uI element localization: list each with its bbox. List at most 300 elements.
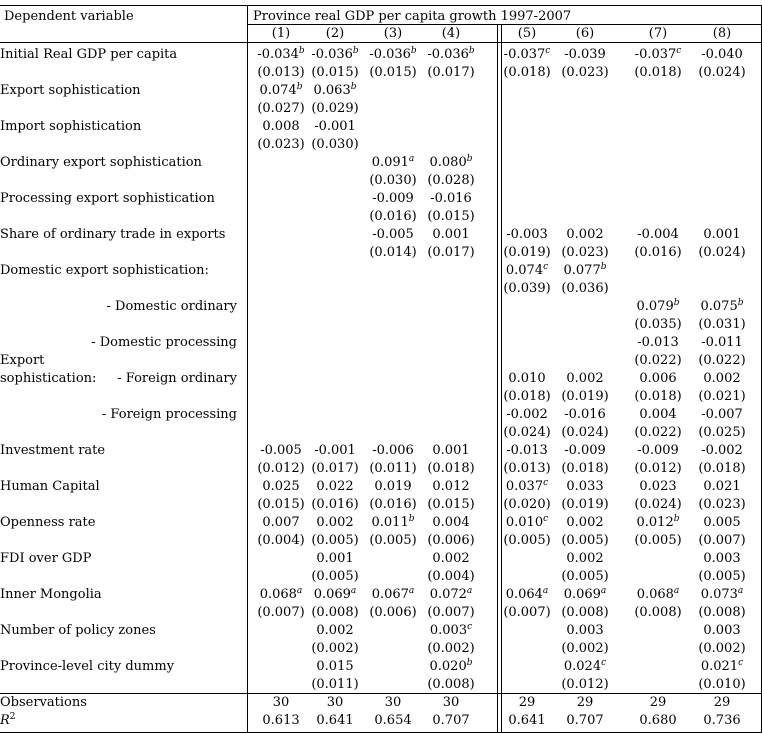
standard-error-cell bbox=[311, 569, 358, 585]
column-header-8 bbox=[713, 26, 731, 42]
column-header-7 bbox=[649, 26, 667, 42]
coefficient-cell-value: -0.002 bbox=[506, 407, 548, 422]
standard-error-cell bbox=[427, 677, 474, 693]
coefficient-cell-value: 0.079 bbox=[636, 299, 674, 314]
standard-error-cell-value: (0.023) bbox=[698, 497, 746, 512]
row-label-value: Number of policy zones bbox=[0, 623, 156, 638]
coefficient-cell bbox=[637, 299, 680, 315]
coefficient-cell-value: 0.005 bbox=[703, 515, 741, 530]
standard-error-cell-value: (0.010) bbox=[698, 677, 746, 692]
coefficient-cell-value: 0.002 bbox=[566, 371, 604, 386]
row-label bbox=[0, 119, 141, 135]
coefficient-cell-value: 0.037 bbox=[505, 479, 544, 494]
coefficient-cell bbox=[506, 515, 548, 531]
header-bottom-rule bbox=[0, 42, 762, 43]
coefficient-cell bbox=[432, 227, 469, 243]
standard-error-cell bbox=[503, 605, 550, 621]
standard-error-cell-value: (0.039) bbox=[503, 281, 551, 296]
r-squared-cell bbox=[703, 713, 740, 729]
coefficient-cell-significance: c bbox=[543, 262, 549, 272]
coefficient-cell-value: 0.075 bbox=[700, 299, 738, 314]
standard-error-cell-value: (0.008) bbox=[561, 605, 609, 620]
coefficient-cell-significance: a bbox=[408, 586, 415, 596]
coefficient-cell bbox=[701, 47, 743, 63]
observations-cell bbox=[519, 695, 536, 711]
coefficient-cell bbox=[374, 479, 411, 495]
coefficient-cell-value: 0.001 bbox=[316, 551, 354, 566]
coefficient-cell bbox=[703, 623, 740, 639]
coefficient-cell-value: -0.005 bbox=[260, 443, 302, 458]
standard-error-cell-value: (0.002) bbox=[311, 641, 359, 656]
coefficient-cell bbox=[430, 623, 472, 639]
coefficient-cell bbox=[427, 47, 474, 63]
standard-error-cell bbox=[561, 533, 608, 549]
coefficient-cell-value: -0.036 bbox=[369, 47, 411, 62]
r-squared-label-value: R bbox=[0, 713, 10, 728]
standard-error-cell bbox=[561, 389, 608, 405]
coefficient-cell-significance: b bbox=[466, 154, 473, 164]
row-label bbox=[0, 83, 141, 99]
standard-error-cell-value: (0.015) bbox=[311, 65, 359, 80]
standard-error-cell bbox=[561, 281, 608, 297]
standard-error-cell bbox=[257, 101, 304, 117]
column-header-4-value: (4) bbox=[441, 26, 461, 41]
standard-error-cell bbox=[634, 389, 681, 405]
column-header-6 bbox=[576, 26, 594, 42]
coefficient-cell bbox=[260, 443, 302, 459]
standard-error-cell-value: (0.005) bbox=[561, 533, 609, 548]
row-label bbox=[0, 227, 225, 243]
observations-cell-value: 30 bbox=[272, 695, 290, 710]
standard-error-cell-value: (0.005) bbox=[561, 569, 609, 584]
coefficient-cell bbox=[372, 191, 414, 207]
row-label-value: Province-level city dummy bbox=[0, 659, 175, 674]
coefficient-cell-value: 0.011 bbox=[371, 515, 409, 530]
coefficient-cell bbox=[564, 443, 606, 459]
r-squared-cell-value: 0.641 bbox=[316, 713, 354, 728]
standard-error-cell-value: (0.005) bbox=[311, 569, 359, 584]
row-label-value: - Domestic processing bbox=[91, 335, 237, 350]
row-label-value: - Domestic ordinary bbox=[106, 299, 237, 314]
row-label-value: Import sophistication bbox=[0, 119, 142, 134]
standard-error-cell bbox=[503, 461, 550, 477]
standard-error-cell bbox=[427, 497, 474, 513]
column-header-3 bbox=[384, 26, 402, 42]
coefficient-cell-value: 0.006 bbox=[639, 371, 677, 386]
coefficient-cell bbox=[703, 227, 740, 243]
coefficient-cell-value: -0.013 bbox=[637, 335, 679, 350]
coefficient-cell-value: 0.069 bbox=[563, 587, 601, 602]
coefficient-cell-value: -0.001 bbox=[314, 443, 356, 458]
coefficient-cell bbox=[564, 407, 606, 423]
standard-error-cell bbox=[311, 605, 358, 621]
row-label bbox=[0, 479, 100, 495]
standard-error-cell-value: (0.030) bbox=[369, 173, 417, 188]
r-squared-cell bbox=[508, 713, 545, 729]
coefficient-cell-significance: a bbox=[296, 586, 303, 596]
coefficient-cell bbox=[637, 587, 680, 603]
standard-error-cell bbox=[427, 605, 474, 621]
standard-error-cell bbox=[257, 65, 304, 81]
r-squared-cell-value: 0.641 bbox=[508, 713, 546, 728]
coefficient-cell bbox=[566, 623, 603, 639]
coefficient-cell-significance: b bbox=[468, 46, 475, 56]
coefficient-cell bbox=[372, 587, 415, 603]
standard-error-cell bbox=[257, 533, 304, 549]
standard-error-cell-value: (0.036) bbox=[561, 281, 609, 296]
coefficient-cell-value: -0.016 bbox=[564, 407, 606, 422]
r-squared-cell bbox=[639, 713, 676, 729]
column-header-6-value: (6) bbox=[575, 26, 595, 41]
r-squared-cell-value: 0.736 bbox=[703, 713, 741, 728]
coefficient-cell bbox=[372, 515, 415, 531]
observations-cell bbox=[443, 695, 460, 711]
standard-error-cell bbox=[634, 497, 681, 513]
standard-error-cell-value: (0.017) bbox=[311, 461, 359, 476]
standard-error-cell-value: (0.017) bbox=[427, 65, 475, 80]
coefficient-cell-significance: c bbox=[738, 658, 744, 668]
standard-error-cell-value: (0.024) bbox=[503, 425, 551, 440]
coefficient-cell bbox=[508, 371, 545, 387]
coefficient-cell-value: -0.011 bbox=[701, 335, 743, 350]
coefficient-cell bbox=[701, 587, 744, 603]
standard-error-cell bbox=[634, 245, 681, 261]
coefficient-cell-value: -0.036 bbox=[427, 47, 469, 62]
standard-error-cell-value: (0.021) bbox=[698, 389, 746, 404]
side-group-label-line1 bbox=[0, 353, 44, 369]
coefficient-cell bbox=[566, 515, 603, 531]
standard-error-cell-value: (0.002) bbox=[561, 641, 609, 656]
observations-cell bbox=[385, 695, 402, 711]
standard-error-cell-value: (0.007) bbox=[427, 605, 475, 620]
standard-error-cell-value: (0.020) bbox=[503, 497, 551, 512]
standard-error-cell bbox=[698, 317, 745, 333]
standard-error-cell-value: (0.031) bbox=[698, 317, 746, 332]
standard-error-cell bbox=[698, 389, 745, 405]
label-column-divider bbox=[247, 5, 248, 733]
row-label-value: - Foreign ordinary bbox=[117, 371, 237, 386]
standard-error-cell bbox=[561, 605, 608, 621]
row-label bbox=[117, 371, 237, 387]
coefficient-cell-value: 0.002 bbox=[566, 515, 604, 530]
standard-error-cell-value: (0.023) bbox=[257, 137, 305, 152]
coefficient-cell bbox=[506, 443, 548, 459]
dependent-variable-title-value: Province real GDP per capita growth 1997-2007 bbox=[253, 9, 572, 24]
standard-error-cell-value: (0.005) bbox=[503, 533, 551, 548]
standard-error-cell bbox=[561, 65, 608, 81]
coefficient-cell-value: -0.036 bbox=[311, 47, 353, 62]
standard-error-cell bbox=[311, 641, 358, 657]
coefficient-cell-significance: b bbox=[410, 46, 417, 56]
standard-error-cell-value: (0.035) bbox=[634, 317, 682, 332]
standard-error-cell-value: (0.015) bbox=[427, 497, 475, 512]
standard-error-cell bbox=[369, 65, 416, 81]
coefficient-cell bbox=[506, 263, 548, 279]
standard-error-cell bbox=[561, 425, 608, 441]
coefficient-cell bbox=[262, 515, 299, 531]
standard-error-cell bbox=[427, 641, 474, 657]
coefficient-cell bbox=[316, 515, 353, 531]
standard-error-cell bbox=[698, 65, 745, 81]
coefficient-cell-value: -0.013 bbox=[506, 443, 548, 458]
standard-error-cell-value: (0.008) bbox=[634, 605, 682, 620]
coefficient-cell bbox=[564, 587, 607, 603]
coefficient-cell-value: -0.009 bbox=[564, 443, 606, 458]
coefficient-cell bbox=[637, 515, 680, 531]
row-label bbox=[0, 155, 202, 171]
coefficient-cell bbox=[564, 263, 607, 279]
standard-error-cell-value: (0.006) bbox=[427, 533, 475, 548]
column-header-1 bbox=[272, 26, 290, 42]
standard-error-cell bbox=[698, 497, 745, 513]
coefficient-cell bbox=[703, 515, 740, 531]
standard-error-cell-value: (0.006) bbox=[369, 605, 417, 620]
standard-error-cell-value: (0.024) bbox=[698, 245, 746, 260]
coefficient-cell bbox=[703, 371, 740, 387]
row-label-value: Processing export sophistication bbox=[0, 191, 215, 206]
coefficient-cell bbox=[262, 119, 299, 135]
standard-error-cell bbox=[369, 533, 416, 549]
observations-cell-value: 29 bbox=[649, 695, 667, 710]
coefficient-cell bbox=[430, 587, 473, 603]
side-group-label-line1-value: Export bbox=[0, 353, 45, 368]
r-squared-cell bbox=[374, 713, 411, 729]
coefficient-cell bbox=[639, 479, 676, 495]
coefficient-cell-significance: c bbox=[543, 478, 549, 488]
observations-cell-value: 30 bbox=[384, 695, 402, 710]
standard-error-cell-value: (0.005) bbox=[311, 533, 359, 548]
group-divider-a bbox=[497, 24, 498, 733]
coefficient-cell-value: 0.015 bbox=[316, 659, 354, 674]
coefficient-cell-value: 0.072 bbox=[429, 587, 467, 602]
coefficient-cell bbox=[639, 371, 676, 387]
coefficient-cell-value: 0.091 bbox=[371, 155, 409, 170]
standard-error-cell bbox=[311, 65, 358, 81]
standard-error-cell-value: (0.018) bbox=[561, 461, 609, 476]
standard-error-cell bbox=[634, 425, 681, 441]
standard-error-cell-value: (0.007) bbox=[257, 605, 305, 620]
side-group-label-line2-value: sophistication: bbox=[0, 371, 97, 386]
column-header-8-value: (8) bbox=[712, 26, 732, 41]
standard-error-cell-value: (0.023) bbox=[561, 245, 609, 260]
standard-error-cell bbox=[311, 677, 358, 693]
standard-error-cell-value: (0.018) bbox=[698, 461, 746, 476]
row-label-value: Initial Real GDP per capita bbox=[0, 47, 178, 62]
coefficient-cell-value: -0.009 bbox=[372, 191, 414, 206]
standard-error-cell-value: (0.030) bbox=[311, 137, 359, 152]
coefficient-cell-value: 0.002 bbox=[566, 551, 604, 566]
row-label bbox=[0, 551, 91, 567]
standard-error-cell bbox=[427, 65, 474, 81]
coefficient-cell bbox=[311, 47, 358, 63]
standard-error-cell bbox=[561, 569, 608, 585]
coefficient-cell-value: 0.019 bbox=[374, 479, 412, 494]
standard-error-cell-value: (0.016) bbox=[369, 497, 417, 512]
row-label-value: Export sophistication bbox=[0, 83, 141, 98]
coefficient-cell-value: 0.021 bbox=[700, 659, 739, 674]
row-label-value: Human Capital bbox=[0, 479, 100, 494]
coefficient-cell bbox=[262, 479, 299, 495]
coefficient-cell-significance: a bbox=[600, 586, 607, 596]
standard-error-cell bbox=[503, 245, 550, 261]
coefficient-cell-value: 0.021 bbox=[703, 479, 741, 494]
standard-error-cell-value: (0.008) bbox=[311, 605, 359, 620]
coefficient-cell-value: 0.004 bbox=[639, 407, 677, 422]
coefficient-cell bbox=[703, 551, 740, 567]
standard-error-cell-value: (0.013) bbox=[503, 461, 551, 476]
standard-error-cell-value: (0.012) bbox=[634, 461, 682, 476]
coefficient-cell bbox=[504, 47, 551, 63]
row-label-value: FDI over GDP bbox=[0, 551, 92, 566]
coefficient-cell-value: -0.007 bbox=[701, 407, 743, 422]
observations-cell bbox=[650, 695, 667, 711]
coefficient-cell-significance: a bbox=[408, 154, 415, 164]
coefficient-cell-value: 0.074 bbox=[259, 83, 297, 98]
column-header-5 bbox=[518, 26, 536, 42]
coefficient-cell-value: -0.009 bbox=[637, 443, 679, 458]
observations-cell bbox=[577, 695, 594, 711]
coefficient-cell bbox=[566, 227, 603, 243]
coefficient-cell-value: 0.022 bbox=[316, 479, 354, 494]
standard-error-cell-value: (0.029) bbox=[311, 101, 359, 116]
r-squared-label-significance: 2 bbox=[9, 712, 16, 722]
coefficient-cell-value: -0.004 bbox=[637, 227, 679, 242]
coefficient-cell-value: -0.001 bbox=[314, 119, 356, 134]
coefficient-cell-value: 0.010 bbox=[505, 515, 544, 530]
coefficient-cell bbox=[430, 191, 472, 207]
coefficient-cell bbox=[566, 551, 603, 567]
bottom-rule bbox=[0, 732, 762, 733]
standard-error-cell bbox=[427, 209, 474, 225]
coefficient-cell bbox=[316, 623, 353, 639]
standard-error-cell-value: (0.018) bbox=[427, 461, 475, 476]
coefficient-cell-significance: c bbox=[601, 658, 607, 668]
coefficient-cell-value: 0.080 bbox=[429, 155, 467, 170]
coefficient-cell bbox=[506, 479, 548, 495]
coefficient-cell bbox=[701, 299, 744, 315]
row-label-value: Openness rate bbox=[0, 515, 96, 530]
coefficient-cell-value: -0.040 bbox=[701, 47, 743, 62]
standard-error-cell-value: (0.004) bbox=[427, 569, 475, 584]
coefficient-cell-significance: b bbox=[296, 82, 303, 92]
coefficient-cell-value: 0.012 bbox=[432, 479, 470, 494]
standard-error-cell-value: (0.014) bbox=[369, 245, 417, 260]
coefficient-cell bbox=[260, 83, 303, 99]
group-divider-b bbox=[501, 24, 502, 733]
column-header-5-value: (5) bbox=[517, 26, 537, 41]
standard-error-cell-value: (0.002) bbox=[698, 641, 746, 656]
observations-label bbox=[0, 695, 87, 711]
column-header-7-value: (7) bbox=[648, 26, 668, 41]
coefficient-cell bbox=[701, 407, 743, 423]
observations-cell-value: 30 bbox=[442, 695, 460, 710]
standard-error-cell bbox=[634, 65, 681, 81]
coefficient-cell-value: 0.007 bbox=[262, 515, 300, 530]
coefficient-cell bbox=[432, 479, 469, 495]
coefficient-cell-value: -0.002 bbox=[701, 443, 743, 458]
standard-error-cell bbox=[311, 461, 358, 477]
coefficient-cell-value: 0.002 bbox=[316, 623, 354, 638]
coefficient-cell bbox=[257, 47, 304, 63]
coefficient-cell bbox=[635, 47, 682, 63]
coefficient-cell-significance: c bbox=[545, 46, 551, 56]
standard-error-cell-value: (0.019) bbox=[561, 389, 609, 404]
coefficient-cell-value: 0.064 bbox=[505, 587, 543, 602]
row-label-value: Investment rate bbox=[0, 443, 106, 458]
standard-error-cell bbox=[698, 533, 745, 549]
r-squared-cell bbox=[566, 713, 603, 729]
standard-error-cell-value: (0.018) bbox=[503, 65, 551, 80]
row-label bbox=[107, 299, 237, 315]
coefficient-cell-value: 0.069 bbox=[313, 587, 351, 602]
observations-cell bbox=[714, 695, 731, 711]
standard-error-cell bbox=[634, 353, 681, 369]
r-squared-cell-value: 0.613 bbox=[262, 713, 300, 728]
coefficient-cell-value: 0.074 bbox=[505, 263, 544, 278]
observations-cell-value: 29 bbox=[713, 695, 731, 710]
standard-error-cell-value: (0.019) bbox=[561, 497, 609, 512]
standard-error-cell-value: (0.024) bbox=[634, 497, 682, 512]
row-label bbox=[0, 191, 215, 207]
r-squared-cell-value: 0.707 bbox=[432, 713, 470, 728]
standard-error-cell-value: (0.017) bbox=[427, 245, 475, 260]
r-squared-cell bbox=[432, 713, 469, 729]
standard-error-cell-value: (0.022) bbox=[634, 425, 682, 440]
standard-error-cell-value: (0.011) bbox=[311, 677, 359, 692]
coefficient-cell-significance: b bbox=[350, 82, 357, 92]
coefficient-cell-significance: b bbox=[737, 298, 744, 308]
coefficient-cell-significance: a bbox=[466, 586, 473, 596]
standard-error-cell-value: (0.008) bbox=[427, 677, 475, 692]
dependent-variable-label-value: Dependent variable bbox=[4, 9, 134, 24]
standard-error-cell bbox=[503, 533, 550, 549]
coefficient-cell-significance: a bbox=[737, 586, 744, 596]
coefficient-cell-significance: c bbox=[467, 622, 473, 632]
coefficient-cell-value: 0.020 bbox=[429, 659, 467, 674]
standard-error-cell-value: (0.018) bbox=[634, 389, 682, 404]
observations-cell-value: 30 bbox=[326, 695, 344, 710]
row-label-value: - Foreign processing bbox=[101, 407, 237, 422]
coefficient-cell bbox=[564, 47, 606, 63]
coefficient-cell-value: 0.068 bbox=[259, 587, 297, 602]
standard-error-cell bbox=[634, 317, 681, 333]
coefficient-cell-significance: b bbox=[298, 46, 305, 56]
coefficient-cell-value: -0.003 bbox=[506, 227, 548, 242]
observations-cell bbox=[273, 695, 290, 711]
standard-error-cell-value: (0.007) bbox=[698, 533, 746, 548]
top-rule bbox=[0, 5, 762, 6]
standard-error-cell bbox=[427, 461, 474, 477]
standard-error-cell bbox=[503, 497, 550, 513]
standard-error-cell-value: (0.007) bbox=[503, 605, 551, 620]
r-squared-cell bbox=[262, 713, 299, 729]
standard-error-cell bbox=[698, 353, 745, 369]
coefficient-cell-value: 0.003 bbox=[566, 623, 604, 638]
observations-cell-value: 29 bbox=[518, 695, 536, 710]
coefficient-cell-significance: a bbox=[673, 586, 680, 596]
coefficient-cell bbox=[372, 443, 414, 459]
row-label bbox=[0, 587, 102, 603]
coefficient-cell-significance: a bbox=[542, 586, 549, 596]
observations-cell bbox=[327, 695, 344, 711]
coefficient-cell bbox=[432, 443, 469, 459]
standard-error-cell bbox=[427, 245, 474, 261]
coefficient-cell bbox=[372, 155, 415, 171]
column-header-4 bbox=[442, 26, 460, 42]
column-header-2-value: (2) bbox=[325, 26, 345, 41]
standard-error-cell bbox=[311, 497, 358, 513]
coefficient-cell-value: -0.037 bbox=[634, 47, 677, 62]
